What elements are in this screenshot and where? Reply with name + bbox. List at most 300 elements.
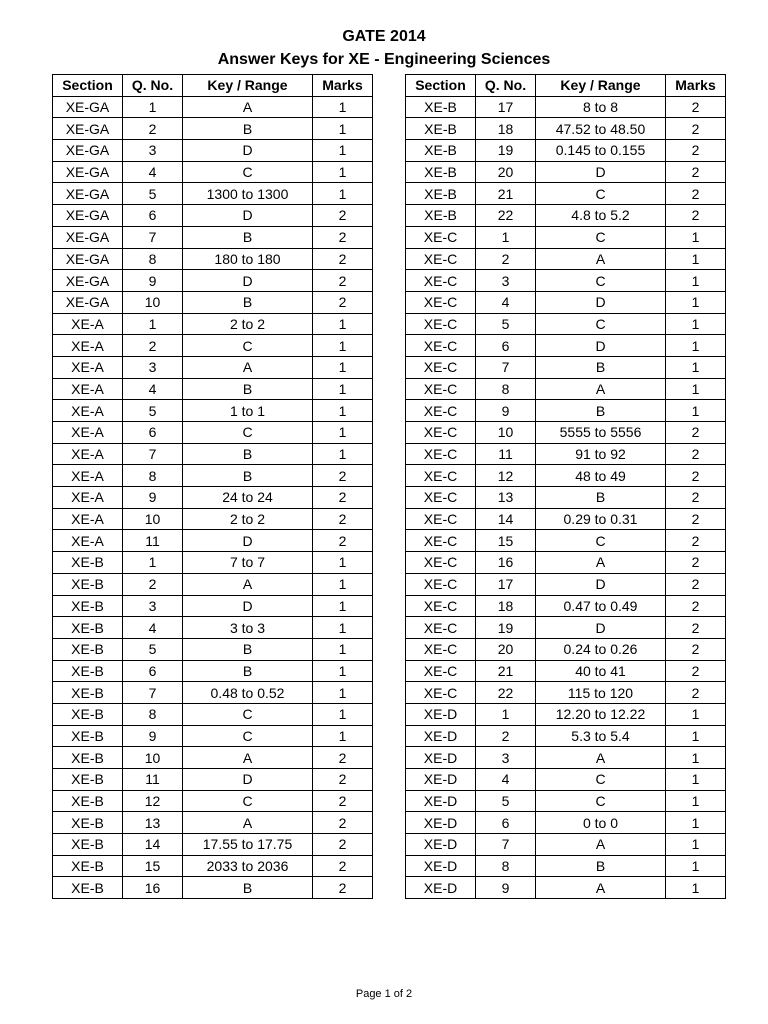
cell-section: XE-C <box>406 313 476 335</box>
cell-section: XE-C <box>406 573 476 595</box>
cell-section: XE-C <box>406 291 476 313</box>
table-row <box>53 140 373 162</box>
cell-key-range: 5.3 to 5.4 <box>536 725 666 747</box>
cell-key-range: B <box>183 118 313 140</box>
cell-question-number: 7 <box>123 226 183 248</box>
cell-marks: 2 <box>666 530 726 552</box>
table-row <box>53 552 373 574</box>
table-row <box>406 682 726 704</box>
table-row <box>406 205 726 227</box>
cell-marks: 1 <box>666 725 726 747</box>
table-row <box>406 638 726 660</box>
cell-key-range: A <box>536 834 666 856</box>
cell-question-number: 3 <box>476 747 536 769</box>
cell-section: XE-A <box>53 465 123 487</box>
cell-question-number: 9 <box>123 487 183 509</box>
cell-section: XE-B <box>406 161 476 183</box>
cell-question-number: 6 <box>123 660 183 682</box>
cell-question-number: 5 <box>476 790 536 812</box>
cell-section: XE-C <box>406 465 476 487</box>
cell-section: XE-A <box>53 530 123 552</box>
cell-key-range: B <box>183 465 313 487</box>
cell-section: XE-A <box>53 508 123 530</box>
table-row <box>53 248 373 270</box>
cell-key-range: B <box>536 855 666 877</box>
cell-question-number: 16 <box>123 877 183 899</box>
table-row <box>53 443 373 465</box>
cell-marks: 1 <box>313 703 373 725</box>
cell-key-range: 115 to 120 <box>536 682 666 704</box>
table-row <box>53 335 373 357</box>
cell-question-number: 17 <box>476 96 536 118</box>
cell-question-number: 2 <box>476 725 536 747</box>
cell-key-range: 17.55 to 17.75 <box>183 834 313 856</box>
table-row <box>406 443 726 465</box>
cell-key-range: A <box>183 96 313 118</box>
table-row <box>53 638 373 660</box>
cell-question-number: 5 <box>123 638 183 660</box>
cell-marks: 1 <box>666 834 726 856</box>
cell-section: XE-B <box>406 205 476 227</box>
page-footer: Page 1 of 2 <box>355 988 413 1000</box>
cell-question-number: 6 <box>123 205 183 227</box>
cell-question-number: 22 <box>476 205 536 227</box>
cell-section: XE-C <box>406 378 476 400</box>
cell-key-range: D <box>536 573 666 595</box>
cell-marks: 1 <box>313 140 373 162</box>
cell-marks: 1 <box>666 335 726 357</box>
table-header-row <box>53 75 373 97</box>
table-row <box>406 248 726 270</box>
cell-key-range: B <box>183 443 313 465</box>
cell-key-range: 24 to 24 <box>183 487 313 509</box>
cell-question-number: 17 <box>476 573 536 595</box>
cell-question-number: 10 <box>123 508 183 530</box>
cell-key-range: D <box>183 140 313 162</box>
cell-marks: 1 <box>666 378 726 400</box>
cell-key-range: D <box>183 270 313 292</box>
table-row <box>53 855 373 877</box>
cell-marks: 2 <box>666 422 726 444</box>
cell-marks: 1 <box>666 769 726 791</box>
header-key-range: Key / Range <box>183 75 313 97</box>
cell-marks: 1 <box>313 573 373 595</box>
cell-key-range: D <box>183 205 313 227</box>
cell-marks: 2 <box>313 747 373 769</box>
table-row <box>406 790 726 812</box>
cell-marks: 1 <box>313 682 373 704</box>
cell-section: XE-D <box>406 834 476 856</box>
cell-key-range: C <box>536 226 666 248</box>
cell-question-number: 10 <box>123 747 183 769</box>
cell-key-range: C <box>536 790 666 812</box>
cell-question-number: 2 <box>476 248 536 270</box>
cell-section: XE-B <box>53 573 123 595</box>
cell-section: XE-A <box>53 422 123 444</box>
cell-marks: 2 <box>666 443 726 465</box>
cell-question-number: 12 <box>476 465 536 487</box>
cell-question-number: 14 <box>476 508 536 530</box>
cell-section: XE-A <box>53 335 123 357</box>
cell-marks: 2 <box>666 140 726 162</box>
cell-question-number: 2 <box>123 573 183 595</box>
table-row <box>406 465 726 487</box>
cell-section: XE-B <box>406 118 476 140</box>
table-row <box>406 270 726 292</box>
table-row <box>406 291 726 313</box>
cell-question-number: 13 <box>476 487 536 509</box>
cell-section: XE-B <box>53 703 123 725</box>
table-row <box>406 140 726 162</box>
table-row <box>53 530 373 552</box>
table-row <box>406 573 726 595</box>
cell-marks: 2 <box>313 855 373 877</box>
cell-marks: 1 <box>666 291 726 313</box>
cell-section: XE-B <box>53 812 123 834</box>
table-row <box>53 617 373 639</box>
cell-question-number: 9 <box>476 400 536 422</box>
cell-question-number: 20 <box>476 638 536 660</box>
cell-section: XE-D <box>406 855 476 877</box>
cell-question-number: 1 <box>476 226 536 248</box>
table-row <box>53 96 373 118</box>
table-row <box>406 96 726 118</box>
table-row <box>406 769 726 791</box>
cell-question-number: 1 <box>123 313 183 335</box>
cell-marks: 1 <box>313 638 373 660</box>
cell-section: XE-B <box>53 769 123 791</box>
cell-section: XE-C <box>406 443 476 465</box>
answer-key-table-right <box>405 74 726 899</box>
table-row <box>53 660 373 682</box>
cell-marks: 2 <box>313 205 373 227</box>
cell-section: XE-GA <box>53 226 123 248</box>
cell-section: XE-A <box>53 487 123 509</box>
table-row <box>53 703 373 725</box>
cell-key-range: C <box>536 313 666 335</box>
cell-key-range: 8 to 8 <box>536 96 666 118</box>
cell-marks: 2 <box>666 638 726 660</box>
cell-key-range: 0.47 to 0.49 <box>536 595 666 617</box>
cell-section: XE-D <box>406 703 476 725</box>
cell-question-number: 4 <box>123 161 183 183</box>
table-row <box>53 161 373 183</box>
cell-marks: 1 <box>666 270 726 292</box>
cell-marks: 2 <box>313 834 373 856</box>
cell-key-range: C <box>536 183 666 205</box>
cell-section: XE-GA <box>53 183 123 205</box>
cell-section: XE-B <box>53 617 123 639</box>
cell-question-number: 4 <box>476 291 536 313</box>
cell-section: XE-C <box>406 270 476 292</box>
cell-section: XE-D <box>406 747 476 769</box>
cell-section: XE-C <box>406 638 476 660</box>
cell-key-range: 1300 to 1300 <box>183 183 313 205</box>
cell-key-range: 0.48 to 0.52 <box>183 682 313 704</box>
cell-key-range: D <box>183 595 313 617</box>
cell-question-number: 3 <box>123 595 183 617</box>
table-row <box>406 118 726 140</box>
table-row <box>406 855 726 877</box>
cell-question-number: 7 <box>123 443 183 465</box>
cell-question-number: 9 <box>123 270 183 292</box>
cell-section: XE-B <box>53 552 123 574</box>
cell-marks: 2 <box>666 595 726 617</box>
cell-marks: 1 <box>313 161 373 183</box>
cell-marks: 2 <box>666 487 726 509</box>
cell-section: XE-B <box>53 747 123 769</box>
cell-section: XE-A <box>53 378 123 400</box>
cell-section: XE-C <box>406 422 476 444</box>
cell-marks: 2 <box>666 96 726 118</box>
cell-key-range: D <box>183 530 313 552</box>
table-row <box>406 313 726 335</box>
cell-marks: 2 <box>313 790 373 812</box>
cell-question-number: 15 <box>123 855 183 877</box>
table-row <box>406 747 726 769</box>
cell-marks: 2 <box>666 118 726 140</box>
cell-marks: 1 <box>666 747 726 769</box>
table-row <box>406 660 726 682</box>
cell-key-range: C <box>536 270 666 292</box>
table-row <box>406 161 726 183</box>
cell-marks: 2 <box>666 660 726 682</box>
cell-section: XE-GA <box>53 96 123 118</box>
table-row <box>53 226 373 248</box>
cell-question-number: 11 <box>123 530 183 552</box>
cell-section: XE-C <box>406 508 476 530</box>
table-row <box>53 487 373 509</box>
cell-section: XE-B <box>53 855 123 877</box>
cell-marks: 2 <box>313 248 373 270</box>
cell-section: XE-C <box>406 682 476 704</box>
table-row <box>53 790 373 812</box>
cell-marks: 2 <box>666 573 726 595</box>
cell-section: XE-D <box>406 877 476 899</box>
table-row <box>53 422 373 444</box>
cell-section: XE-C <box>406 248 476 270</box>
cell-question-number: 6 <box>476 335 536 357</box>
cell-marks: 2 <box>313 291 373 313</box>
cell-marks: 2 <box>313 812 373 834</box>
cell-question-number: 8 <box>476 378 536 400</box>
table-row <box>53 812 373 834</box>
cell-marks: 1 <box>666 356 726 378</box>
cell-section: XE-B <box>53 682 123 704</box>
cell-question-number: 11 <box>123 769 183 791</box>
table-row <box>53 465 373 487</box>
cell-marks: 1 <box>313 422 373 444</box>
cell-section: XE-C <box>406 530 476 552</box>
cell-marks: 2 <box>666 205 726 227</box>
cell-key-range: 1 to 1 <box>183 400 313 422</box>
table-row <box>406 226 726 248</box>
cell-question-number: 4 <box>476 769 536 791</box>
cell-section: XE-B <box>53 660 123 682</box>
cell-key-range: B <box>536 400 666 422</box>
cell-key-range: A <box>536 552 666 574</box>
cell-key-range: 0.24 to 0.26 <box>536 638 666 660</box>
cell-key-range: D <box>536 335 666 357</box>
table-row <box>406 595 726 617</box>
cell-marks: 1 <box>666 400 726 422</box>
cell-question-number: 16 <box>476 552 536 574</box>
cell-question-number: 6 <box>123 422 183 444</box>
cell-key-range: D <box>183 769 313 791</box>
cell-section: XE-D <box>406 769 476 791</box>
cell-question-number: 8 <box>123 465 183 487</box>
cell-question-number: 7 <box>476 834 536 856</box>
table-row <box>406 834 726 856</box>
cell-section: XE-A <box>53 443 123 465</box>
cell-marks: 1 <box>313 400 373 422</box>
cell-marks: 1 <box>666 812 726 834</box>
cell-question-number: 11 <box>476 443 536 465</box>
cell-key-range: 2033 to 2036 <box>183 855 313 877</box>
cell-section: XE-C <box>406 335 476 357</box>
cell-marks: 1 <box>313 443 373 465</box>
cell-section: XE-B <box>406 140 476 162</box>
cell-question-number: 7 <box>123 682 183 704</box>
table-body-left <box>53 96 373 898</box>
cell-key-range: 91 to 92 <box>536 443 666 465</box>
cell-key-range: B <box>183 660 313 682</box>
cell-key-range: C <box>183 335 313 357</box>
cell-question-number: 1 <box>476 703 536 725</box>
table-row <box>406 335 726 357</box>
cell-marks: 1 <box>313 118 373 140</box>
cell-question-number: 1 <box>123 552 183 574</box>
cell-key-range: B <box>183 877 313 899</box>
table-row <box>53 573 373 595</box>
cell-section: XE-C <box>406 617 476 639</box>
table-row <box>406 703 726 725</box>
cell-key-range: B <box>183 378 313 400</box>
cell-section: XE-B <box>53 790 123 812</box>
cell-question-number: 6 <box>476 812 536 834</box>
cell-key-range: A <box>536 248 666 270</box>
cell-section: XE-C <box>406 226 476 248</box>
table-row <box>406 183 726 205</box>
table-row <box>53 769 373 791</box>
table-row <box>53 313 373 335</box>
cell-key-range: C <box>183 161 313 183</box>
cell-key-range: C <box>183 703 313 725</box>
cell-section: XE-D <box>406 790 476 812</box>
cell-marks: 1 <box>666 790 726 812</box>
cell-question-number: 15 <box>476 530 536 552</box>
cell-section: XE-GA <box>53 205 123 227</box>
cell-key-range: A <box>536 877 666 899</box>
answer-key-table-left <box>52 74 373 899</box>
cell-key-range: 4.8 to 5.2 <box>536 205 666 227</box>
cell-key-range: 2 to 2 <box>183 508 313 530</box>
cell-key-range: 47.52 to 48.50 <box>536 118 666 140</box>
cell-marks: 2 <box>666 183 726 205</box>
cell-marks: 2 <box>666 161 726 183</box>
cell-section: XE-C <box>406 552 476 574</box>
cell-marks: 1 <box>666 248 726 270</box>
cell-question-number: 13 <box>123 812 183 834</box>
cell-key-range: 0.145 to 0.155 <box>536 140 666 162</box>
cell-marks: 1 <box>313 96 373 118</box>
cell-section: XE-A <box>53 400 123 422</box>
cell-section: XE-GA <box>53 291 123 313</box>
cell-key-range: D <box>536 617 666 639</box>
cell-marks: 2 <box>666 682 726 704</box>
cell-marks: 1 <box>313 335 373 357</box>
cell-question-number: 2 <box>123 335 183 357</box>
table-row <box>53 291 373 313</box>
cell-question-number: 5 <box>123 183 183 205</box>
cell-section: XE-B <box>53 834 123 856</box>
cell-question-number: 8 <box>123 703 183 725</box>
cell-question-number: 21 <box>476 183 536 205</box>
cell-key-range: C <box>183 790 313 812</box>
table-body-right <box>406 96 726 898</box>
cell-section: XE-C <box>406 487 476 509</box>
cell-key-range: A <box>183 573 313 595</box>
cell-key-range: 0 to 0 <box>536 812 666 834</box>
cell-section: XE-GA <box>53 248 123 270</box>
cell-question-number: 18 <box>476 595 536 617</box>
table-row <box>53 834 373 856</box>
cell-key-range: A <box>536 378 666 400</box>
cell-marks: 2 <box>666 552 726 574</box>
cell-section: XE-C <box>406 660 476 682</box>
table-row <box>53 747 373 769</box>
cell-marks: 1 <box>313 595 373 617</box>
cell-section: XE-GA <box>53 140 123 162</box>
cell-section: XE-B <box>53 725 123 747</box>
cell-section: XE-A <box>53 356 123 378</box>
table-row <box>406 617 726 639</box>
cell-section: XE-GA <box>53 161 123 183</box>
cell-marks: 2 <box>313 487 373 509</box>
cell-marks: 1 <box>666 703 726 725</box>
cell-section: XE-C <box>406 356 476 378</box>
cell-marks: 1 <box>313 378 373 400</box>
page-title: GATE 2014 <box>342 28 426 45</box>
cell-marks: 2 <box>666 465 726 487</box>
cell-marks: 2 <box>313 270 373 292</box>
cell-question-number: 3 <box>123 356 183 378</box>
table-row <box>406 552 726 574</box>
table-row <box>53 682 373 704</box>
cell-question-number: 5 <box>123 400 183 422</box>
cell-marks: 2 <box>666 508 726 530</box>
cell-section: XE-B <box>53 638 123 660</box>
cell-marks: 2 <box>313 465 373 487</box>
cell-key-range: 5555 to 5556 <box>536 422 666 444</box>
cell-marks: 1 <box>313 356 373 378</box>
cell-question-number: 8 <box>123 248 183 270</box>
cell-key-range: C <box>536 769 666 791</box>
table-row <box>53 877 373 899</box>
cell-section: XE-C <box>406 595 476 617</box>
cell-key-range: B <box>536 487 666 509</box>
cell-marks: 1 <box>313 725 373 747</box>
cell-key-range: C <box>183 725 313 747</box>
cell-question-number: 19 <box>476 617 536 639</box>
table-row <box>53 508 373 530</box>
cell-question-number: 2 <box>123 118 183 140</box>
cell-section: XE-GA <box>53 118 123 140</box>
table-row <box>53 270 373 292</box>
cell-question-number: 7 <box>476 356 536 378</box>
cell-marks: 2 <box>313 877 373 899</box>
cell-marks: 1 <box>313 617 373 639</box>
